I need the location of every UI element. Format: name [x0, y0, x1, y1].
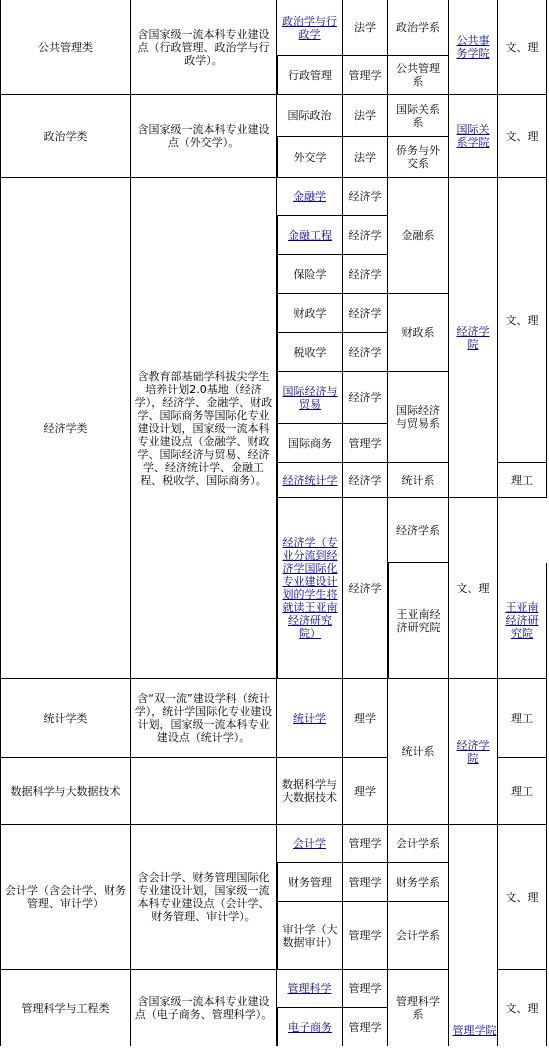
major-link[interactable]: 金融学 — [277, 178, 343, 216]
department-cell: 公共管理系 — [388, 56, 449, 95]
major-link[interactable]: 统计学 — [277, 679, 343, 758]
description-cell: 含国家级一流本科专业建设点（电子商务、管理科学）。 — [131, 970, 277, 1046]
major-cell: 数据科学与大数据技术 — [277, 758, 343, 825]
category-cell: 统计学类 — [0, 679, 131, 758]
degree-cell: 经济学 — [343, 463, 388, 498]
subject-cell: 理工 — [498, 758, 547, 825]
degree-cell: 经济学 — [343, 216, 388, 255]
major-link[interactable]: 经济统计学 — [277, 463, 343, 498]
description-cell: 含国家级一流本科专业建设点（行政管理、政治学与行政学）。 — [131, 0, 277, 95]
degree-cell: 管理学 — [343, 902, 388, 970]
degree-cell: 经济学 — [343, 333, 388, 372]
degree-cell: 经济学 — [343, 498, 388, 679]
department-cell: 侨务与外交系 — [388, 137, 449, 178]
school-link[interactable]: 公共事务学院 — [449, 0, 498, 95]
category-cell: 经济学类 — [0, 178, 131, 679]
major-cell: 国际政治 — [277, 95, 343, 137]
degree-cell: 管理学 — [343, 863, 388, 902]
degree-cell: 管理学 — [343, 424, 388, 463]
degree-cell: 法学 — [343, 0, 388, 56]
department-cell: 统计系 — [388, 463, 449, 498]
degree-cell: 法学 — [343, 95, 388, 137]
major-link[interactable]: 会计学 — [277, 825, 343, 863]
department-cell: 国际关系系 — [388, 95, 449, 137]
subject-cell: 文、理 — [498, 95, 547, 178]
department-cell: 经济学系 — [388, 498, 449, 563]
major-link[interactable]: 经济学（专业分流到经济学国际化专业建设计划的学生将就读王亚南经济研究院） — [277, 498, 343, 679]
subject-cell: 理工 — [498, 463, 547, 498]
major-cell: 国际商务 — [277, 424, 343, 463]
degree-cell: 经济学 — [343, 372, 388, 424]
subject-cell: 文、理 — [498, 825, 547, 970]
major-link[interactable]: 国际经济与贸易 — [277, 372, 343, 424]
degree-cell: 经济学 — [343, 178, 388, 216]
major-link[interactable]: 金融工程 — [277, 216, 343, 255]
department-cell: 财务学系 — [388, 863, 449, 902]
degree-cell: 法学 — [343, 137, 388, 178]
major-cell: 财政学 — [277, 294, 343, 333]
subject-cell: 理工 — [498, 679, 547, 758]
school-link[interactable]: 王亚南经济研究院 — [498, 563, 547, 679]
subject-cell: 文、理 — [498, 0, 547, 95]
department-cell: 会计学系 — [388, 825, 449, 863]
major-cell: 审计学（大数据审计） — [277, 902, 343, 970]
degree-cell: 经济学 — [343, 294, 388, 333]
major-cell: 行政管理 — [277, 56, 343, 95]
school-link[interactable]: 国际关系学院 — [449, 95, 498, 178]
degree-cell: 理学 — [343, 679, 388, 758]
category-cell: 数据科学与大数据技术 — [0, 758, 131, 825]
degree-cell: 管理学 — [343, 825, 388, 863]
department-cell: 金融系 — [388, 178, 449, 294]
major-link[interactable]: 管理科学 — [277, 970, 343, 1008]
degree-cell: 管理学 — [343, 970, 388, 1008]
department-cell: 管理科学系 — [388, 970, 449, 1046]
department-cell: 财政系 — [388, 294, 449, 372]
major-link[interactable]: 政治学与行政学 — [277, 0, 343, 56]
category-cell: 政治学类 — [0, 95, 131, 178]
subject-cell: 文、理 — [449, 498, 498, 679]
department-cell: 统计系 — [388, 679, 449, 825]
major-cell: 保险学 — [277, 255, 343, 294]
school-cell — [449, 825, 498, 1046]
department-cell: 会计学系 — [388, 902, 449, 970]
major-cell: 外交学 — [277, 137, 343, 178]
description-cell: 含教育部基础学科拔尖学生培养计划2.0基地（经济学），经济学、金融学、财政学、国际商务等国际化专业建设计划，国家级一流本科专业建设点（金融学、财政学、国际经济与贸易、经济学、经济统计学、金融工程、税收学、国际商务）。 — [131, 178, 277, 679]
description-cell: 含会计学、财务管理国际化专业建设计划，国家级一流本科专业建设点（会计学、财务管理、审计学）。 — [131, 825, 277, 970]
subject-cell: 文、理 — [498, 178, 547, 463]
degree-cell: 经济学 — [343, 255, 388, 294]
subject-cell: 文、理 — [498, 970, 547, 1046]
school-link-management[interactable]: 管理学院 — [452, 1024, 497, 1037]
department-cell: 王亚南经济研究院 — [388, 563, 449, 679]
degree-cell: 管理学 — [343, 1008, 388, 1046]
category-cell: 管理科学与工程类 — [0, 970, 131, 1046]
department-cell: 国际经济与贸易系 — [388, 372, 449, 463]
description-cell: 含“双一流”建设学科（统计学），统计学国际化专业建设计划，国家级一流本科专业建设点（统计学）。 — [131, 679, 277, 758]
category-cell: 会计学（含会计学、财务管理、审计学） — [0, 825, 131, 970]
degree-cell: 管理学 — [343, 56, 388, 95]
description-cell: 含国家级一流本科专业建设点（外交学）。 — [131, 95, 277, 178]
department-cell: 政治学系 — [388, 0, 449, 56]
category-cell: 公共管理类 — [0, 0, 131, 95]
major-link[interactable]: 电子商务 — [277, 1008, 343, 1046]
degree-cell: 理学 — [343, 758, 388, 825]
major-cell: 财务管理 — [277, 863, 343, 902]
school-link[interactable]: 经济学院 — [449, 679, 498, 825]
major-cell: 税收学 — [277, 333, 343, 372]
description-cell — [131, 758, 277, 825]
school-link[interactable]: 经济学院 — [449, 178, 498, 498]
